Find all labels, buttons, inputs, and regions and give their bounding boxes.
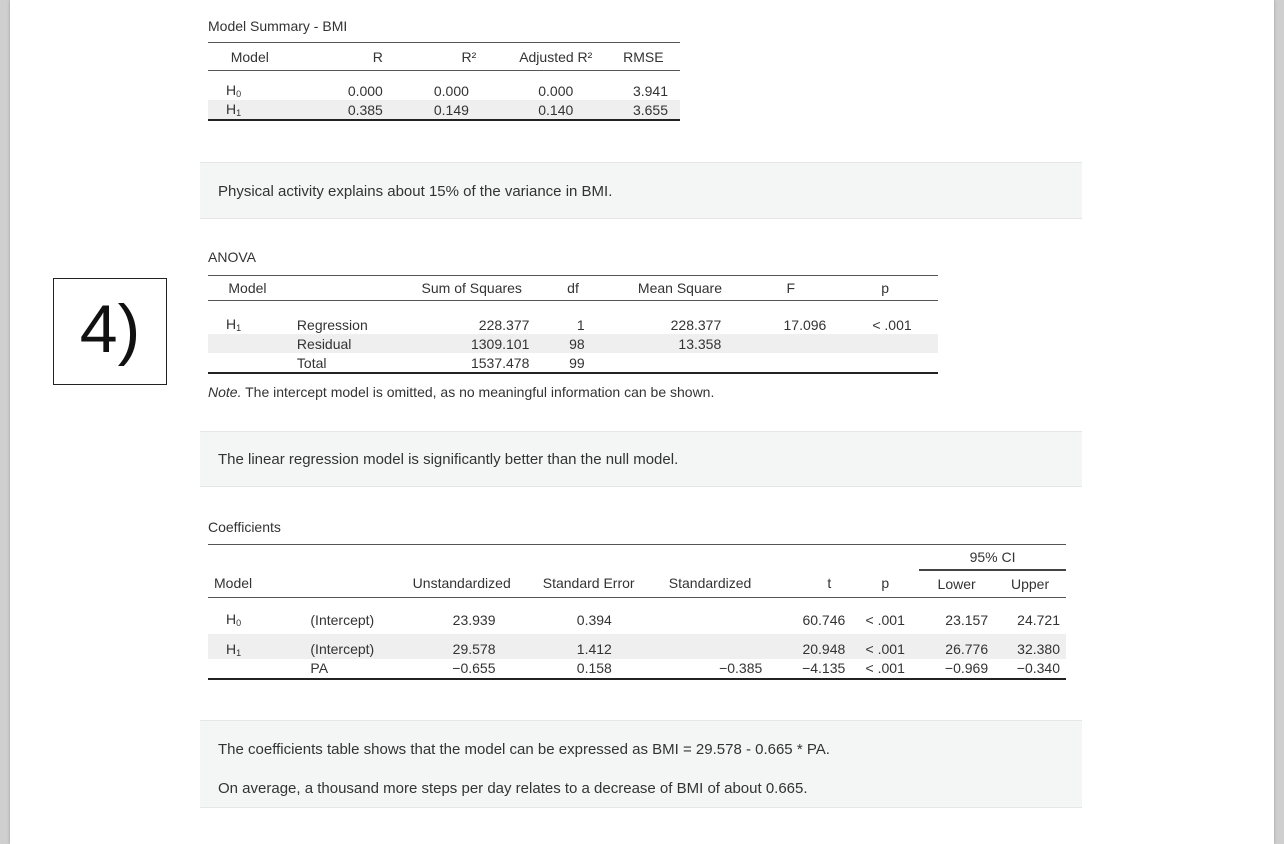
col-model: Model	[208, 43, 292, 71]
question-label: 4)	[53, 278, 167, 385]
col-r: R	[292, 43, 389, 71]
interpretation-note-1: Physical activity explains about 15% of the variance in BMI.	[200, 162, 1082, 219]
table-row: Residual 1309.101 98 13.358	[208, 334, 938, 353]
interpretation-note-2: The linear regression model is significantly better than the null model.	[200, 431, 1082, 487]
table-row: PA −0.655 0.158 −0.385 −4.135 < .001 −0.969 −0.340	[208, 659, 1066, 679]
model-summary-title: Model Summary - BMI	[208, 18, 348, 34]
table-row: $H_1$ (Intercept) 29.578 1.412 20.948 < .001 26.776 32.380	[208, 640, 1066, 659]
coefficients-title: Coefficients	[208, 519, 281, 535]
document-page	[10, 0, 1274, 844]
table-row: Total 1537.478 99	[208, 353, 938, 373]
coefficients-table: 95% CI Model Unstandardized Standard Error Standardized t p Lower Upper $H_0$ (Intercept) 23.939 0.394 60.746 < .001 23.157 24.721 $H_1$ (Intercept) 29.578 1.412 20.948 < .001 26.776 32.380 PA −0.655 0.158 −0.385 −4.135 < .001 −0.969 −0.340	[208, 544, 1066, 680]
anova-title: ANOVA	[208, 249, 256, 265]
table-row: $H_0$ 0.000 0.000 0.000 3.941	[226, 82, 668, 99]
table-row: $H_1$ 0.385 0.149 0.140 3.655	[208, 100, 680, 120]
col-adj-r2: Adjusted R²	[505, 43, 607, 71]
note3-line1: The coefficients table shows that the model can be expressed as BMI = 29.578 - 0.665 * PA.	[218, 741, 830, 758]
note3-line2: On average, a thousand more steps per day relates to a decrease of BMI of about 0.665.	[218, 780, 808, 797]
col-rmse: RMSE	[607, 43, 680, 71]
table-row: $H_0$ (Intercept) 23.939 0.394 60.746 < .001 23.157 24.721	[226, 611, 1060, 628]
table-row: $H_1$ Regression 228.377 1 228.377 17.096 < .001	[226, 316, 912, 333]
model-summary-table	[208, 42, 680, 121]
anova-footnote: Note. The intercept model is omitted, as no meaningful information can be shown.	[208, 384, 715, 400]
col-r2: R²	[389, 43, 505, 71]
ci-header: 95% CI	[919, 545, 1066, 571]
interpretation-note-3	[200, 720, 1082, 808]
anova-table: Model Sum of Squares df Mean Square F p $H_1$ Regression 228.377 1 228.377 17.096 < .001 Residual 1309.101 98 13.358 Total 1537.478 99	[208, 275, 938, 374]
